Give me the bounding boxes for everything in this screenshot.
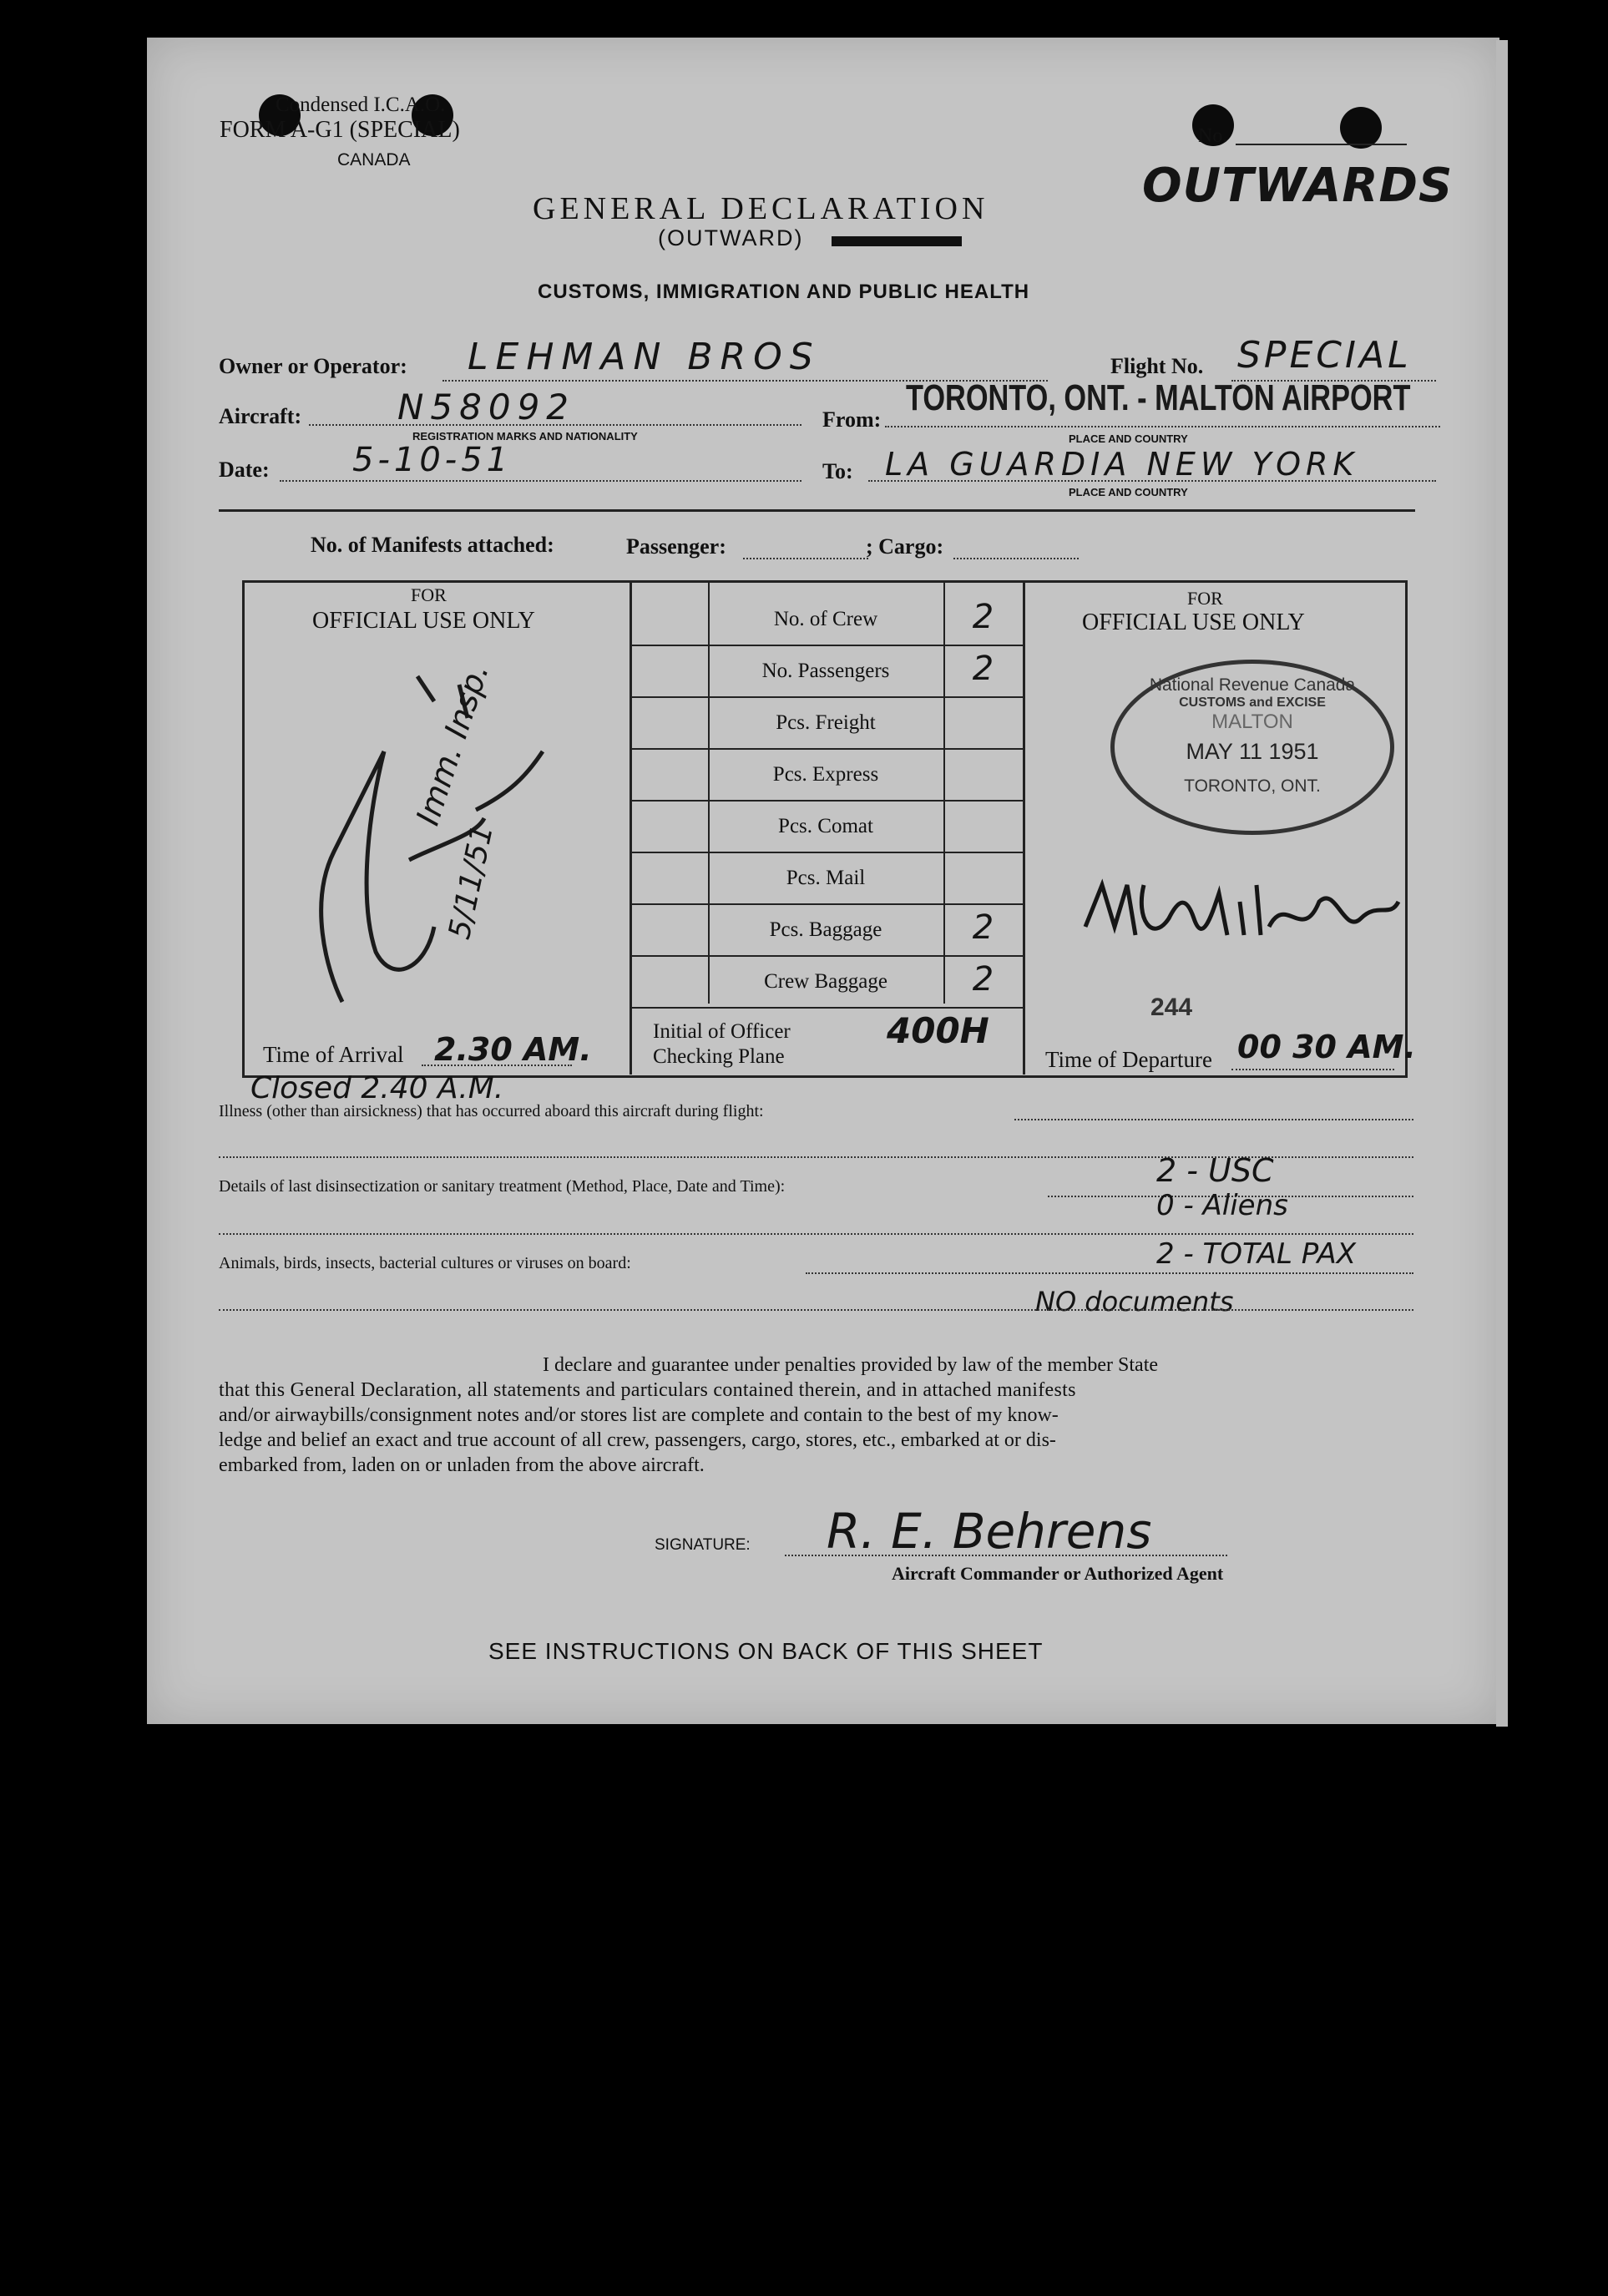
animals-line <box>806 1272 1413 1274</box>
arrival-value: 2.30 AM. <box>434 1031 592 1068</box>
passenger-line <box>743 558 868 559</box>
table-row-divider <box>630 748 1023 750</box>
table-row-label: No. Passengers <box>761 660 890 682</box>
immigration-signature <box>292 651 593 1035</box>
signature-value: R. E. Behrens <box>827 1503 1152 1560</box>
right-official-header-2: OFFICIAL USE ONLY <box>1082 609 1305 635</box>
cargo-line <box>953 558 1079 559</box>
departure-label: Time of Departure <box>1045 1047 1212 1072</box>
subject-line: CUSTOMS, IMMIGRATION AND PUBLIC HEALTH <box>538 281 1030 303</box>
date-line <box>280 480 801 482</box>
table-row-divider <box>630 852 1023 853</box>
customs-officer-signature <box>1077 868 1403 960</box>
header-divider <box>219 509 1415 512</box>
disinsect-line-2 <box>219 1233 1413 1235</box>
signature-label: SIGNATURE: <box>655 1536 751 1554</box>
signature-caption: Aircraft Commander or Authorized Agent <box>892 1563 1224 1584</box>
initial-value: 400H <box>887 1010 989 1051</box>
table-divider <box>630 582 632 1075</box>
table-row-label: Crew Baggage <box>764 970 887 993</box>
cargo-label: ; Cargo: <box>866 534 944 559</box>
from-caption: PLACE AND COUNTRY <box>1069 432 1188 445</box>
table-row-value: 2 <box>972 908 994 947</box>
table-row-divider <box>630 696 1023 698</box>
passenger-label: Passenger: <box>626 534 726 559</box>
illness-label: Illness (other than airsickness) that has occurred aboard this aircraft during flight: <box>219 1102 764 1120</box>
flight-value: SPECIAL <box>1237 334 1412 377</box>
table-row-divider <box>630 903 1023 905</box>
stamp-line-5: TORONTO, ONT. <box>1184 776 1321 796</box>
aircraft-value: N58092 <box>397 387 576 427</box>
table-row-divider <box>630 1007 1023 1009</box>
form-line-2: FORM A-G1 (SPECIAL) <box>220 117 460 143</box>
declaration-line-3: and/or airwaybills/consignment notes and/or stores list are complete and contain to the best of my know- <box>219 1404 1059 1426</box>
table-row-value: 2 <box>972 650 994 688</box>
animals-label: Animals, birds, insects, bacterial cultures or viruses on board: <box>219 1254 631 1272</box>
from-value: TORONTO, ONT. - MALTON AIRPORT <box>906 377 1411 418</box>
aircraft-label: Aircraft: <box>219 404 302 428</box>
table-row-value: 2 <box>972 960 994 999</box>
to-label: To: <box>822 459 853 483</box>
stamp-line-2: CUSTOMS and EXCISE <box>1179 695 1326 710</box>
arrival-label: Time of Arrival <box>263 1042 404 1067</box>
immigration-note: Imm. Insp. <box>409 659 496 830</box>
table-divider <box>1023 582 1025 1075</box>
aircraft-line <box>309 424 801 426</box>
animals-line-2 <box>219 1309 1413 1311</box>
declaration-line-4: ledge and belief an exact and true account of all crew, passengers, cargo, stores, etc., embarked at or dis- <box>219 1429 1056 1451</box>
table-row-label: No. of Crew <box>773 608 878 630</box>
table-row-divider <box>630 645 1023 646</box>
left-official-header-2: OFFICIAL USE ONLY <box>312 608 535 634</box>
initial-label-2: Checking Plane <box>653 1045 785 1068</box>
customs-stamp <box>1110 660 1394 835</box>
right-official-header-1: FOR <box>1187 588 1223 609</box>
sheet-edge <box>1496 40 1508 1727</box>
from-label: From: <box>822 407 882 432</box>
stamp-number: 244 <box>1150 994 1193 1021</box>
note-usc: 2 - USC <box>1156 1152 1274 1189</box>
strikethrough-mark <box>832 236 962 246</box>
declaration-line-5: embarked from, laden on or unladen from the above aircraft. <box>219 1454 705 1476</box>
declaration-line-2: that this General Declaration, all statements and particulars contained therein, and in attached manifests <box>219 1379 1076 1401</box>
instructions-footer: SEE INSTRUCTIONS ON BACK OF THIS SHEET <box>488 1638 1044 1664</box>
declaration-line-1: I declare and guarantee under penalties provided by law of the member State <box>543 1354 1159 1376</box>
initial-label-1: Initial of Officer <box>653 1020 791 1043</box>
table-row-divider <box>630 800 1023 802</box>
punch-hole <box>1340 107 1382 149</box>
table-row-label: Pcs. Comat <box>778 815 873 837</box>
form-line-1: Condensed I.C.A.O. <box>276 94 446 116</box>
note-documents: NO documents <box>1035 1286 1234 1317</box>
date-label: Date: <box>219 458 270 482</box>
note-aliens: 0 - Aliens <box>1156 1189 1288 1222</box>
to-value: LA GUARDIA NEW YORK <box>885 446 1359 483</box>
flight-label: Flight No. <box>1110 354 1204 378</box>
illness-line <box>1014 1119 1413 1120</box>
outwards-stamp: OUTWARDS <box>1142 159 1454 213</box>
table-row-label: Pcs. Baggage <box>769 918 882 941</box>
owner-value: LEHMAN BROS <box>468 336 821 378</box>
stamp-line-3: MALTON <box>1211 711 1293 733</box>
form-line-3: CANADA <box>337 150 411 169</box>
departure-line <box>1231 1069 1394 1070</box>
page-subtitle: (OUTWARD) <box>658 225 804 250</box>
table-row-label: Pcs. Freight <box>776 711 876 734</box>
aircraft-caption: REGISTRATION MARKS AND NATIONALITY <box>412 430 638 443</box>
no-label: No. <box>1198 125 1228 147</box>
manifests-label: No. of Manifests attached: <box>311 533 554 557</box>
left-official-header-1: FOR <box>411 584 447 605</box>
immigration-date-note: 5/11/51 <box>442 822 500 943</box>
disinsect-label: Details of last disinsectization or sanitary treatment (Method, Place, Date and Time): <box>219 1177 786 1196</box>
date-value: 5-10-51 <box>352 441 513 479</box>
table-row-divider <box>630 955 1023 957</box>
from-line <box>885 426 1440 427</box>
table-row-label: Pcs. Express <box>772 763 879 786</box>
page-title: GENERAL DECLARATION <box>533 191 989 226</box>
stamp-line-4: MAY 11 1951 <box>1186 739 1319 764</box>
departure-value: 00 30 AM. <box>1237 1029 1416 1065</box>
table-row-value: 2 <box>972 598 994 636</box>
note-total: 2 - TOTAL PAX <box>1156 1237 1357 1271</box>
owner-label: Owner or Operator: <box>219 354 407 378</box>
stamp-line-1: National Revenue Canada <box>1149 675 1356 695</box>
to-caption: PLACE AND COUNTRY <box>1069 486 1188 498</box>
no-line <box>1236 144 1407 145</box>
closed-note: Closed 2.40 A.M. <box>250 1071 504 1105</box>
table-row-label: Pcs. Mail <box>786 867 866 889</box>
to-line <box>868 480 1436 482</box>
